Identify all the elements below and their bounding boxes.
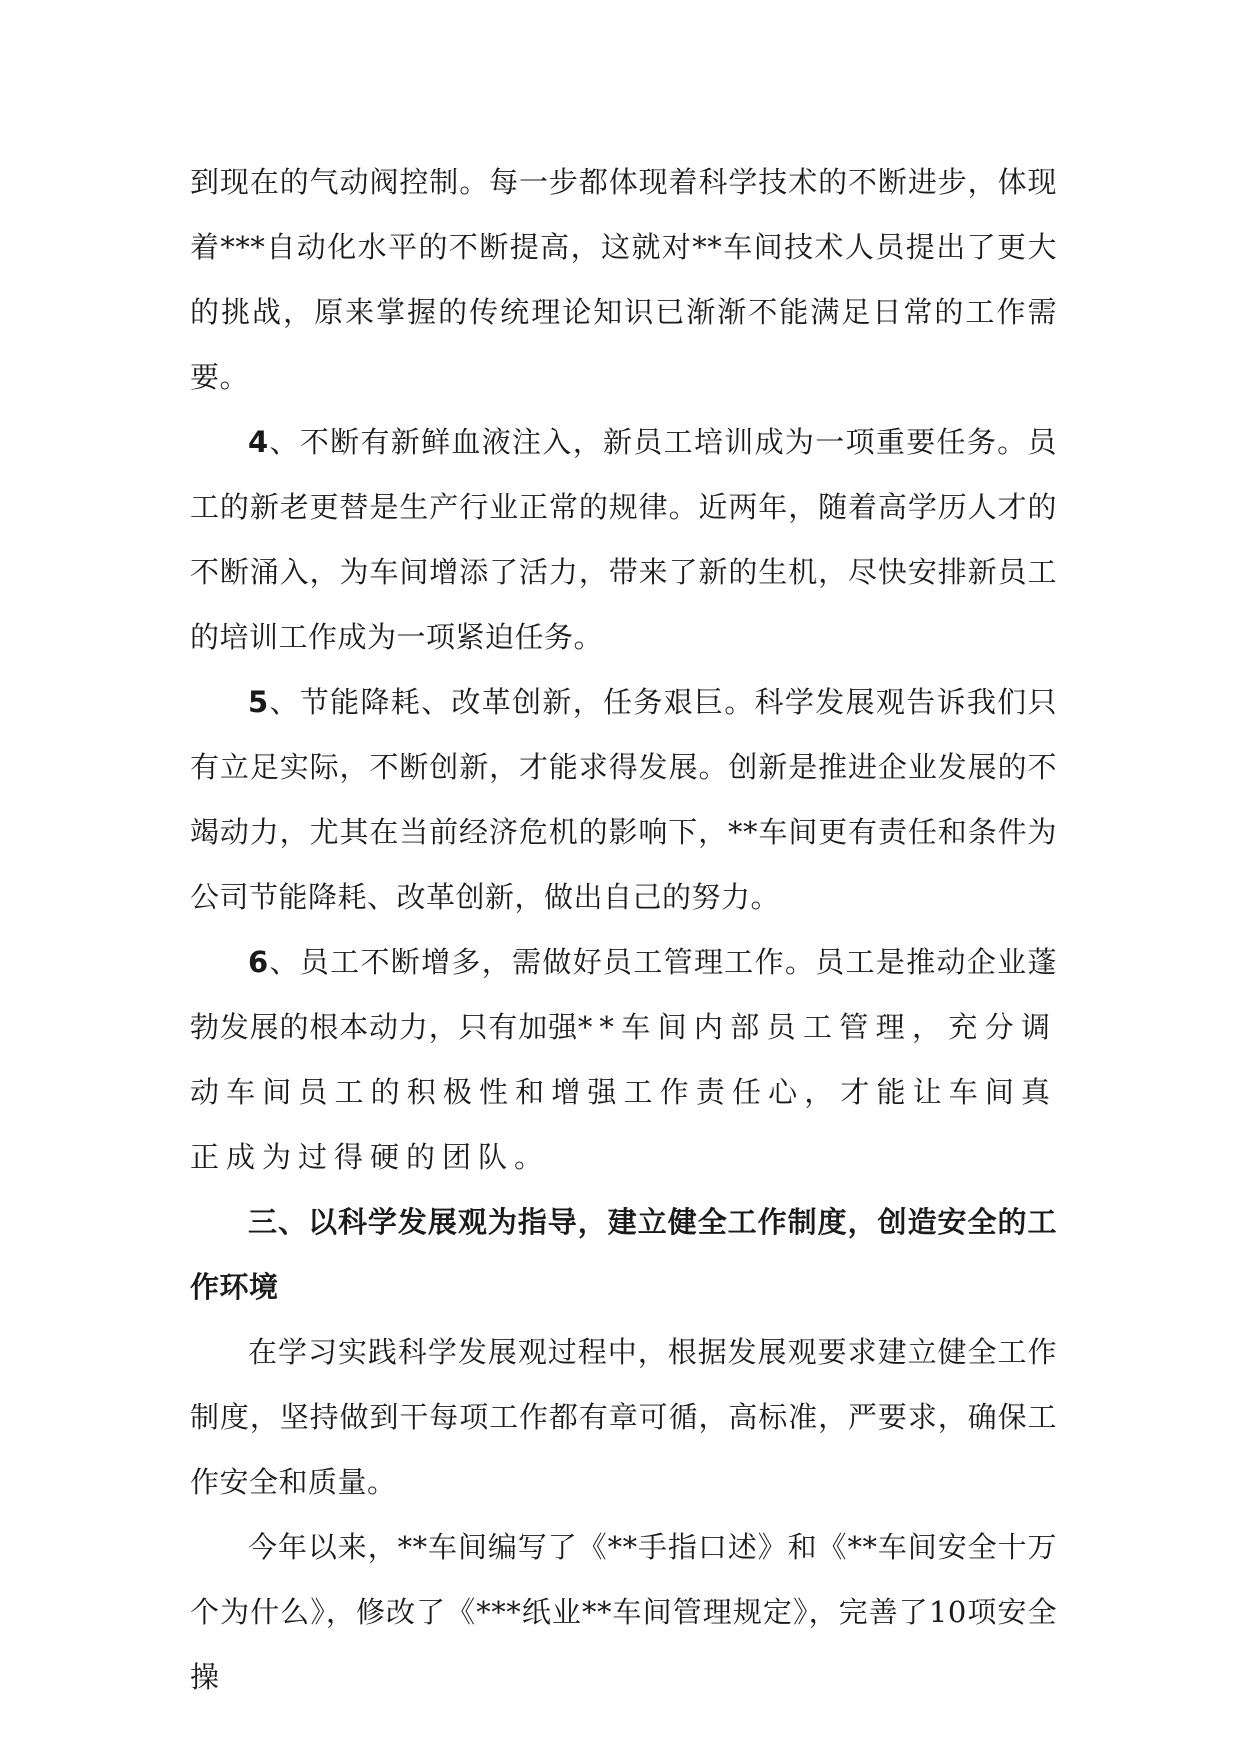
paragraph-text: 、不断有新鲜血液注入，新员工培训成为一项重要任务。员工的新老更替是生产行业正常的规律。近两年，随着高学历人才的不断涌入，为车间增添了活力，带来了新的生机，尽快安排新员工的培训工作成为一项紧迫任务。 xyxy=(190,425,1057,654)
paragraph-text: 、员工不断增多，需做好员工管理工作。员工是推动企业蓬勃发展的根本动力，只有加强 xyxy=(190,945,1057,1044)
section-heading: 三、以科学发展观为指导，建立健全工作制度，创造安全的工作环境 xyxy=(190,1205,1057,1304)
paragraph-continuation: 到现在的气动阀控制。每一步都体现着科学技术的不断进步，体现着***自动化水平的不断提高，这就对**车间技术人员提出了更大的挑战，原来掌握的传统理论知识已渐渐不能满足日常的工作需要。 xyxy=(190,165,1057,394)
item-number: 5 xyxy=(248,685,269,719)
item-number: 4 xyxy=(248,425,269,459)
paragraph-item-5 xyxy=(190,670,1057,930)
paragraph-text-spaced: **车间内部员工管理，充分调动车间员工的积极性和增强工作责任心，才能让车间真正成为过得硬的团队。 xyxy=(190,1010,1057,1174)
item-number: 6 xyxy=(248,945,269,979)
paragraph-text: 、节能降耗、改革创新，任务艰巨。科学发展观告诉我们只有立足实际，不断创新，才能求得发展。创新是推进企业发展的不竭动力，尤其在当前经济危机的影响下，**车间更有责任和条件为公司节能降耗、改革创新，做出自己的努力。 xyxy=(190,685,1057,914)
paragraph-this-year: 今年以来，**车间编写了《**手指口述》和《**车间安全十万个为什么》，修改了《***纸业**车间管理规定》，完善了10项安全操 xyxy=(190,1530,1057,1694)
document-body xyxy=(190,150,1057,1710)
paragraph-item-4 xyxy=(190,410,1057,670)
paragraph-section-intro: 在学习实践科学发展观过程中，根据发展观要求建立健全工作制度，坚持做到干每项工作都有章可循，高标准，严要求，确保工作安全和质量。 xyxy=(190,1335,1057,1499)
paragraph-item-6 xyxy=(190,930,1057,1190)
